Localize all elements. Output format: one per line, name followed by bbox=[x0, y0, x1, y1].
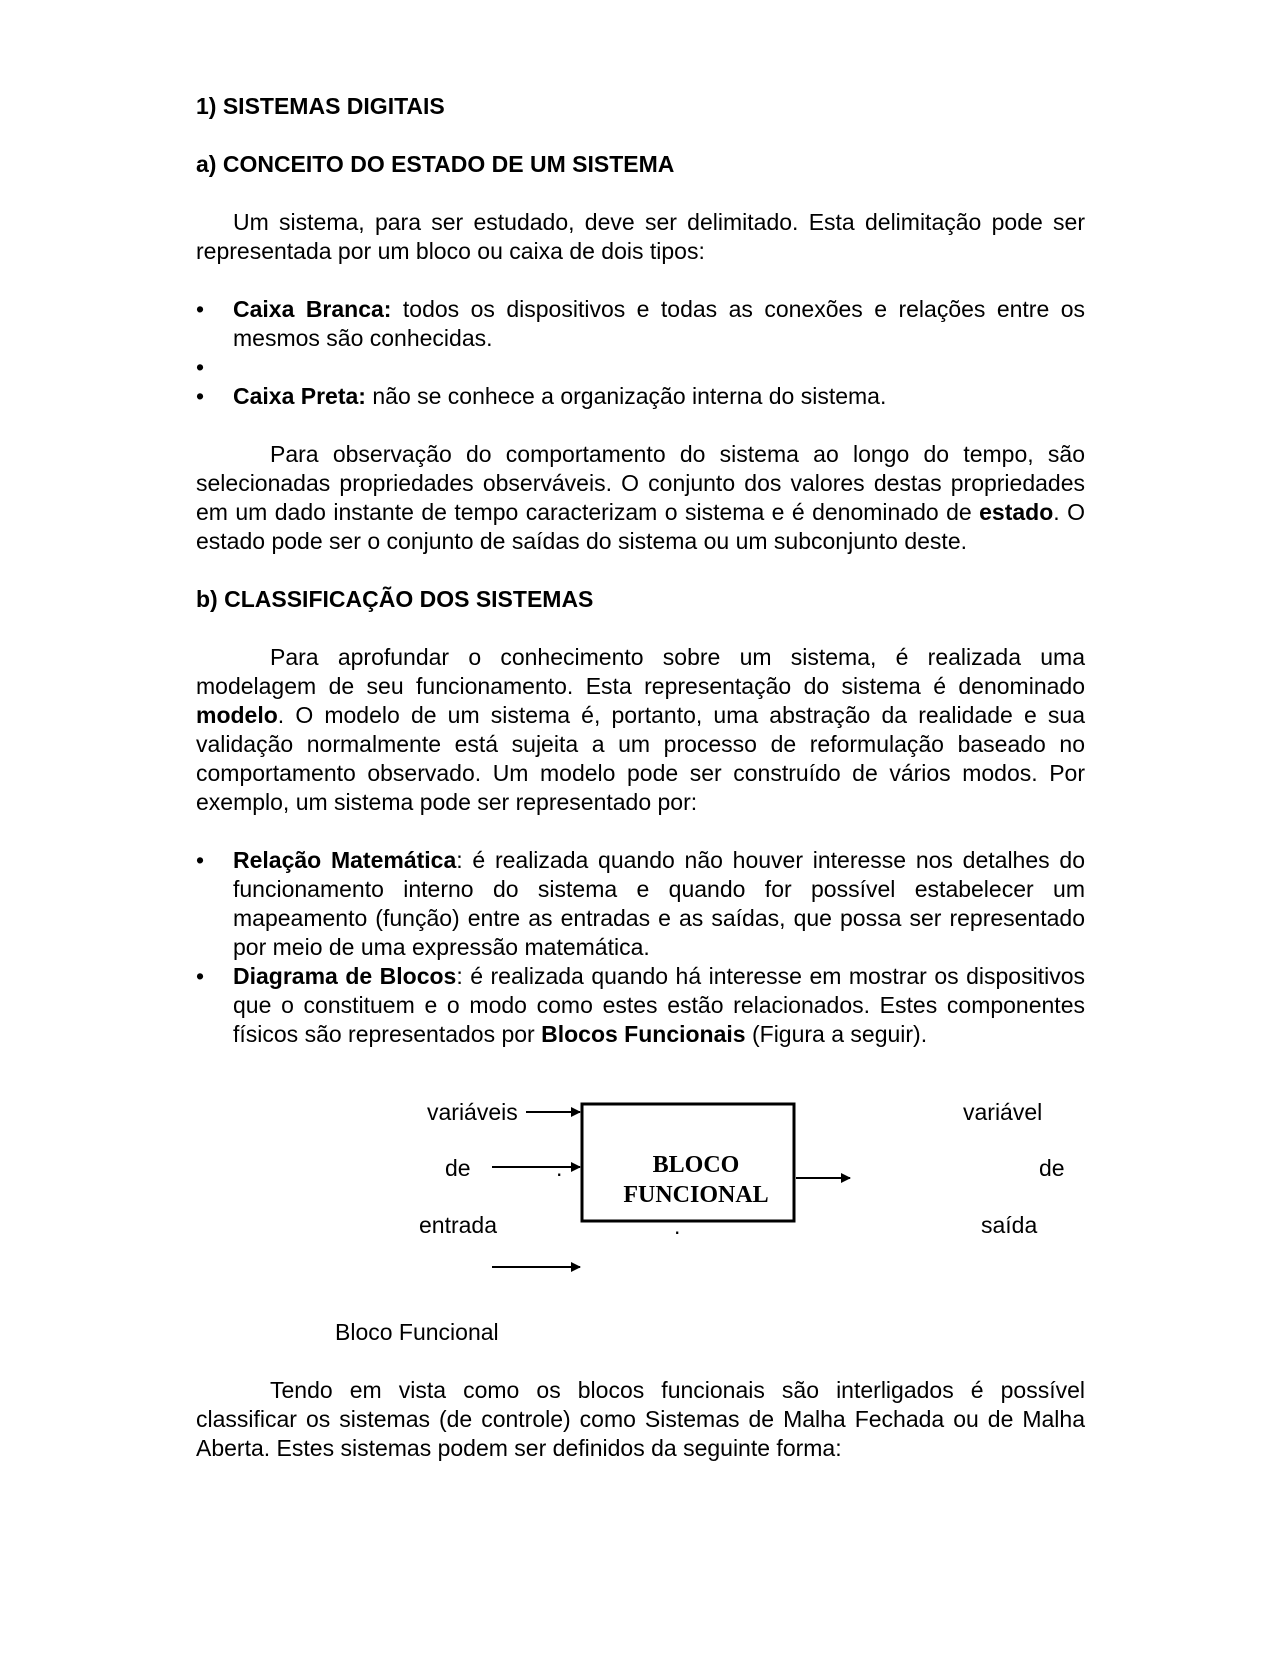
block-diagram-description: : é realizada quando há interesse em mostrar os dispositivos que o constituem e o modo como estes estão relacionados. Estes componentes físicos são representados por bbox=[233, 963, 1085, 1047]
state-paragraph-start: Para observação do comportamento do sistema ao longo do tempo, são selecionadas propriedades observáveis. O conjunto dos valores destas propriedades em um dado instante de tempo caracterizam o sistema e é denominado de bbox=[196, 441, 1085, 525]
ellipsis-dot: . bbox=[556, 1155, 563, 1181]
state-paragraph bbox=[196, 440, 1085, 556]
list-item bbox=[196, 295, 1085, 353]
list-spacer bbox=[196, 353, 1085, 382]
model-paragraph-end: . O modelo de um sistema é, portanto, uma abstração da realidade e sua validação normalmente está sujeita a um processo de reformulação baseado no comportamento observado. Um modelo pode ser construído de vários modos. Por exemplo, um sistema pode ser representado por: bbox=[196, 702, 1085, 815]
box-types-list bbox=[196, 295, 1085, 411]
subsection-a-intro: Um sistema, para ser estudado, deve ser delimitado. Esta delimitação pode ser representada por um bloco ou caixa de dois tipos: bbox=[196, 209, 1085, 264]
state-term: estado bbox=[979, 499, 1054, 525]
list-item bbox=[196, 962, 1085, 1049]
term-block-diagram: Diagrama de Blocos bbox=[233, 963, 457, 989]
output-label-of: de bbox=[1039, 1155, 1065, 1181]
input-label-input: entrada bbox=[419, 1212, 498, 1238]
model-paragraph-start: Para aprofundar o conhecimento sobre um sistema, é realizada uma modelagem de seu funcionamento. Esta representação do sistema é denominado bbox=[196, 644, 1085, 699]
term-math-relation: Relação Matemática bbox=[233, 847, 457, 873]
section-title: 1) SISTEMAS DIGITAIS bbox=[196, 93, 445, 119]
document-page bbox=[196, 92, 1085, 1492]
functional-block-diagram bbox=[196, 1092, 1085, 1360]
list-item bbox=[196, 846, 1085, 962]
block-label bbox=[591, 1150, 801, 1210]
block-label-line-2: FUNCIONAL bbox=[623, 1182, 769, 1208]
term-black-box: Caixa Preta: bbox=[233, 383, 366, 409]
white-box-description: todos os dispositivos e todas as conexões e relações entre os mesmos são conhecidas. bbox=[233, 296, 1085, 351]
model-types-list bbox=[196, 846, 1085, 1049]
input-label-of: de bbox=[445, 1155, 471, 1181]
term-white-box: Caixa Branca: bbox=[233, 296, 392, 322]
figure-caption: Bloco Funcional bbox=[335, 1319, 499, 1345]
closing-paragraph: Tendo em vista como os blocos funcionais são interligados é possível classificar os sistemas (de controle) como Sistemas de Malha Fechada ou de Malha Aberta. Estes sistemas podem ser definidos da seguinte forma: bbox=[196, 1377, 1085, 1461]
functional-block-figure bbox=[196, 1092, 1085, 1360]
output-label-output: saída bbox=[981, 1212, 1038, 1238]
math-relation-description: : é realizada quando não houver interesse nos detalhes do funcionamento interno do sistema e quando for possível estabelecer um mapeamento (função) entre as entradas e as saídas, que possa ser representado por meio de uma expressão matemática. bbox=[233, 847, 1085, 960]
model-paragraph bbox=[196, 643, 1085, 817]
subsection-b-title: b) CLASSIFICAÇÃO DOS SISTEMAS bbox=[196, 586, 594, 612]
ellipsis-dot: . bbox=[674, 1213, 681, 1239]
input-label-variables: variáveis bbox=[427, 1099, 518, 1125]
figure-reference: (Figura a seguir). bbox=[745, 1021, 928, 1047]
term-functional-blocks: Blocos Funcionais bbox=[541, 1021, 746, 1047]
subsection-a-title: a) CONCEITO DO ESTADO DE UM SISTEMA bbox=[196, 151, 675, 177]
black-box-description: não se conhece a organização interna do sistema. bbox=[365, 383, 887, 409]
output-label-variable: variável bbox=[963, 1099, 1043, 1125]
model-term: modelo bbox=[196, 702, 278, 728]
list-item bbox=[196, 382, 1085, 411]
state-paragraph-end: . O estado pode ser o conjunto de saídas do sistema ou um subconjunto deste. bbox=[196, 499, 1085, 554]
block-label-line-1: BLOCO bbox=[652, 1152, 740, 1178]
